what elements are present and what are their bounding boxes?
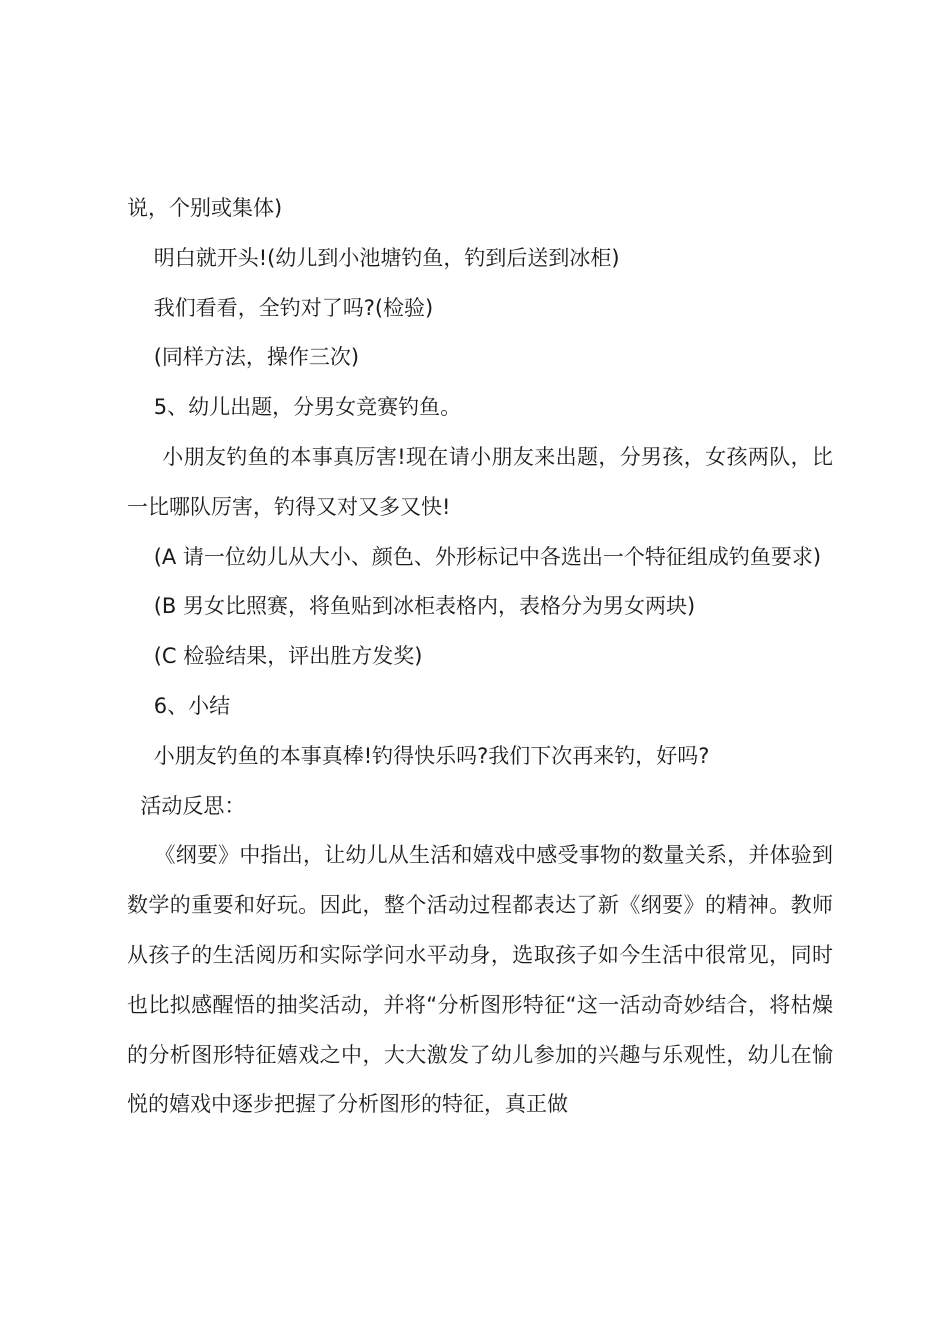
section-heading-reflection: 活动反思：: [127, 793, 246, 818]
paragraph-step-5-c: (C 检验结果，评出胜方发奖): [127, 644, 423, 669]
paragraph-step-6: 6、小结: [127, 693, 231, 718]
paragraph-repeat: (同样方法，操作三次): [127, 345, 360, 370]
paragraph-summary: 小朋友钓鱼的本事真棒!钓得快乐吗?我们下次再来钓，好吗?: [127, 743, 710, 768]
paragraph-step-5: 5、幼儿出题，分男女竞赛钓鱼。: [127, 395, 462, 420]
paragraph-reflection: 《纲要》中指出，让幼儿从生活和嬉戏中感受事物的数量关系，并体验到数学的重要和好玩。因此，整个活动过程都表达了新《纲要》的精神。教师从孩子的生活阅历和实际学问水平动身，选取孩子如今生活中很常见，同时也比拟感醒悟的抽奖活动，并将“分析图形特征“这一活动奇妙结合，将枯燥的分析图形特征嬉戏之中，大大激发了幼儿参加的兴趣与乐观性，幼儿在愉悦的嬉戏中逐步把握了分析图形的特征，真正做: [127, 843, 834, 1117]
paragraph-step-5-intro: 小朋友钓鱼的本事真厉害!现在请小朋友来出题，分男孩，女孩两队，比一比哪队厉害，钓得又对又多又快!: [127, 444, 833, 519]
paragraph-check: 我们看看，全钓对了吗?(检验): [127, 295, 434, 320]
paragraph-continuation: 说，个别或集体): [127, 196, 283, 220]
paragraph-start-fishing: 明白就开头!(幼儿到小池塘钓鱼，钓到后送到冰柜): [127, 245, 620, 270]
paragraph-step-5-a: (A 请一位幼儿从大小、颜色、外形标记中各选出一个特征组成钓鱼要求): [127, 544, 822, 569]
paragraph-step-5-b: (B 男女比照赛，将鱼贴到冰柜表格内，表格分为男女两块): [127, 594, 696, 619]
document-body: [127, 184, 833, 1130]
